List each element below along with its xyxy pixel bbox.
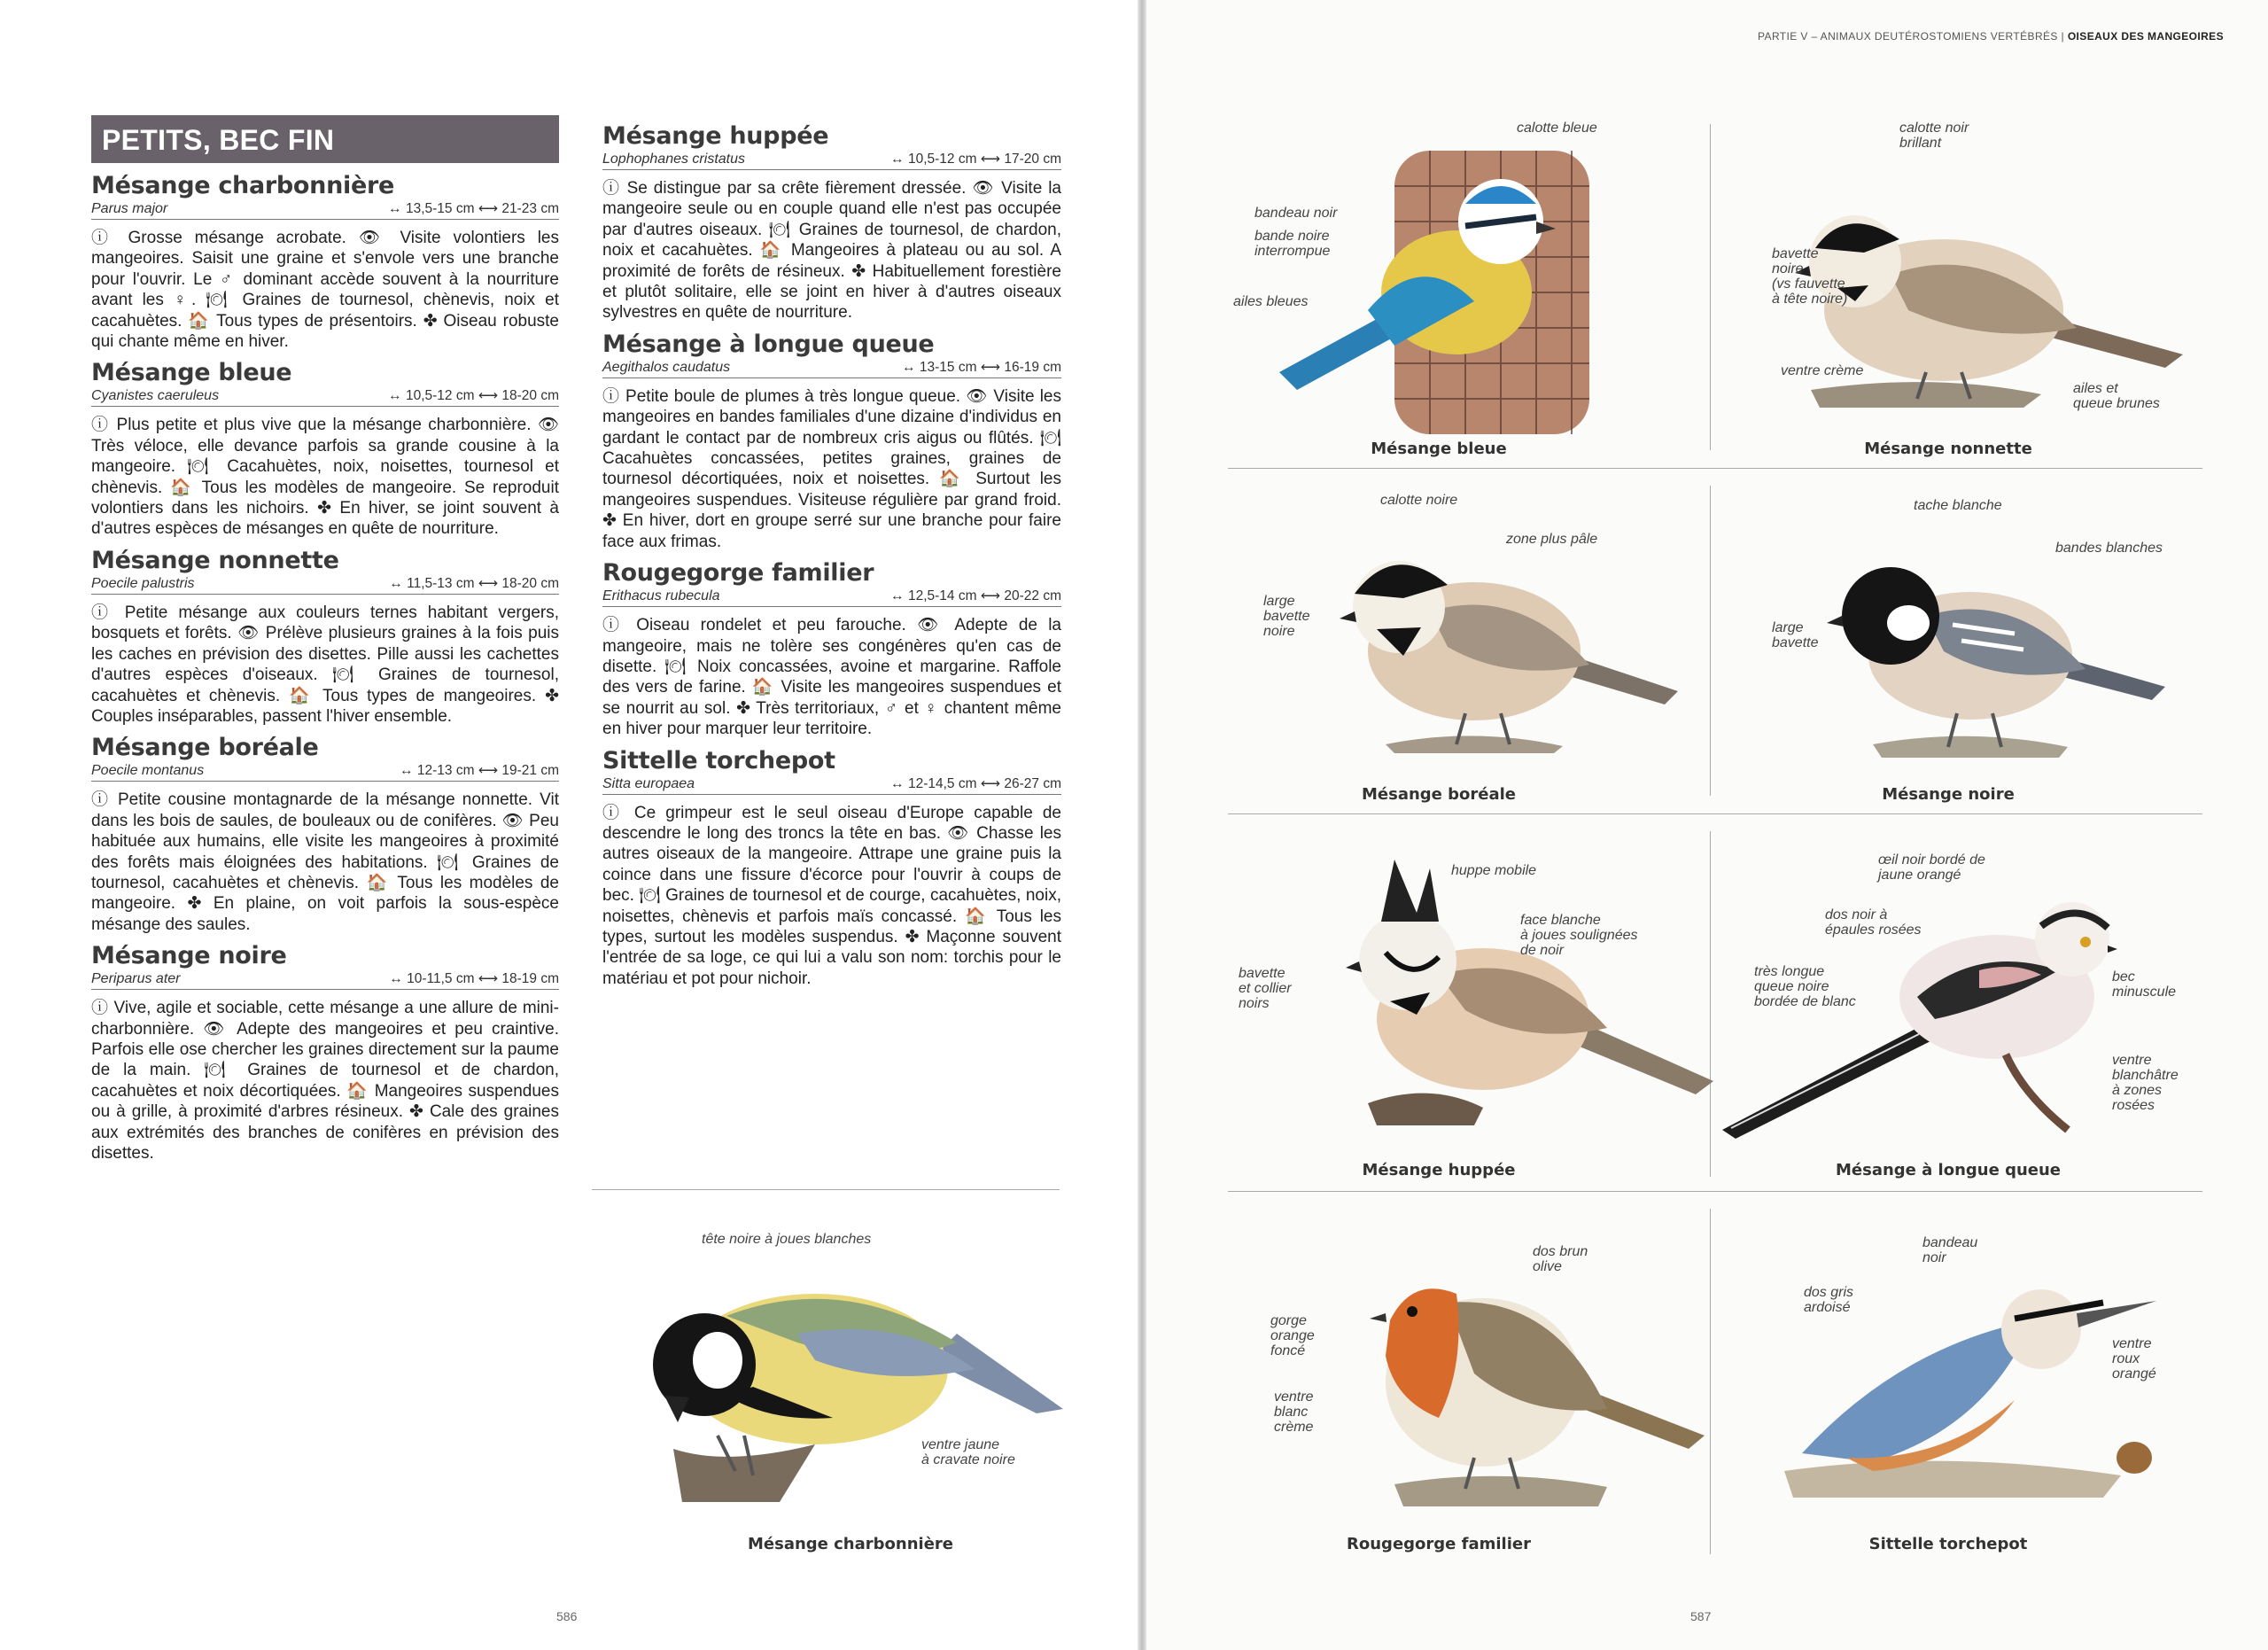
species-name: Mésange charbonnière xyxy=(91,172,395,199)
label-bande-noire: bande noire interrompue xyxy=(1254,229,1331,259)
label-bec-minuscule: bec minuscule xyxy=(2112,969,2177,1000)
latin-name: Poecile palustris xyxy=(91,575,195,591)
wingspan: 18-19 cm xyxy=(501,971,559,987)
species-description: ⓘ Oiseau rondelet et peu farouche. 👁 Adepte de la mangeoire, mais ne tolère ses congénères qu'en cas de disette. 🍽 Noix concassées, avoine et margarine. Raffole des vers de farine. 🏠 Visite les mangeoires suspendues et se nourrit au sol. ✤ Très territoriaux, ♂ et ♀ chantent même en hiver pour marquer leur territoire. xyxy=(602,616,1061,739)
page-number-left: 586 xyxy=(556,1609,578,1623)
divider xyxy=(1710,486,1711,796)
wingspan-icon: ⟷ xyxy=(980,152,1001,167)
species-description: ⓘ Grosse mésange acrobate. 👁 Visite volontiers les mangeoires. Saisit une graine et s'envole vers une branche pour l'ouvrir. Le ♂ dominant accède souvent à la nourriture avant les ♀. 🍽 Graines de tournesol, chènevis, noix et cacahuètes. 🏠 Tous types de présentoirs. ✤ Oiseau robuste qui chante même en hiver. xyxy=(91,229,559,352)
wingspan-icon: ⟷ xyxy=(478,971,499,987)
illustration-rougegorge xyxy=(1341,1241,1713,1506)
illustration-mesange-huppee xyxy=(1332,860,1722,1125)
latin-name: Cyanistes caeruleus xyxy=(91,388,220,404)
label-huppe-mobile: huppe mobile xyxy=(1451,863,1537,878)
running-header: PARTIE V – ANIMAUX DEUTÉROSTOMIENS VERTÉBRÉS | OISEAUX DES MANGEOIRES xyxy=(1758,30,2224,43)
label-bandeau-noir: bandeau noir xyxy=(1254,206,1338,221)
species-description: ⓘ Petite cousine montagnarde de la mésange nonnette. Vit dans les bois de saules, de bouleaux ou de conifères. 👁 Peu habituée aux humains, elle visite les mangeoires à proximité des forêts mais éloignées des habitations. 🍽 Graines de tournesol, cacahuètes et chènevis. 🏠 Tous les modèles de mangeoire. ✤ En plaine, on voit parfois la sous-espèce mésange des saules. xyxy=(91,790,559,934)
species-entry xyxy=(91,942,559,1164)
species-description: ⓘ Ce grimpeur est le seul oiseau d'Europe capable de descendre le long des troncs la tête en bas. 👁 Chasse les autres oiseaux de la mangeoire. Attrape une graine puis la coince dans une fissure d'écorce pour l'ouvrir à coups de bec. 🍽 Graines de tournesol et de courge, cacahuètes, noix, noisettes, chènevis et parfois maïs concassé. 🏠 Tous les types, surtout les modèles suspendus. ✤ Maçonne souvent l'entrée de sa loge, ce qui lui a valu son nom: torchis pour le matériau et pot pour nichoir. xyxy=(602,803,1061,988)
caption-noire: Mésange noire xyxy=(1882,785,2015,804)
species-name: Mésange nonnette xyxy=(91,546,339,574)
species-entry xyxy=(602,331,1061,552)
caption-boreale: Mésange boréale xyxy=(1361,785,1516,804)
column-2 xyxy=(602,122,1061,996)
label-ventre-roux: ventre roux orangé xyxy=(2112,1336,2156,1381)
label-tete-noire: tête noire à joues blanches xyxy=(702,1232,872,1247)
caption-charbonniere: Mésange charbonnière xyxy=(747,1535,953,1553)
section-banner: PETITS, BEC FIN xyxy=(91,115,559,163)
body-length: ↔ 11,5-13 cm xyxy=(389,575,475,591)
species-name: Mésange boréale xyxy=(91,734,319,762)
column-1 xyxy=(91,115,559,1171)
illustration-mesange-noire xyxy=(1802,536,2174,758)
wingspan-icon: ⟷ xyxy=(478,763,499,779)
label-dos-noir: dos noir à épaules rosées xyxy=(1825,907,1922,938)
label-dos-gris: dos gris ardoisé xyxy=(1804,1285,1854,1315)
wingspan: 20-22 cm xyxy=(1004,588,1061,604)
species-name: Rougegorge familier xyxy=(602,559,874,588)
label-bavette-collier: bavette et collier noirs xyxy=(1239,966,1292,1011)
species-description: ⓘ Petite boule de plumes à très longue queue. 👁 Visite les mangeoires en bandes familiales d'une dizaine d'individus en gardant le contact par de nombreux cris aigus ou flûtés. 🍽 Cacahuètes concassées, petites graines, graines de tournesol décortiquées, noix et noisettes. 🏠 Surtout les mangeoires suspendues. Visiteuse régulière par grand froid. ✤ En hiver, dort en groupe serré sur une branche pour faire face aux frimas. xyxy=(602,386,1061,551)
label-ventre-creme: ventre crème xyxy=(1781,363,1864,378)
wingspan: 18-20 cm xyxy=(501,388,559,404)
wingspan-icon: ⟷ xyxy=(478,575,499,591)
label-ailes-bleues: ailes bleues xyxy=(1233,294,1309,309)
body-length: ↔ 10,5-12 cm xyxy=(388,388,475,404)
label-calotte-bleue: calotte bleue xyxy=(1517,121,1597,136)
wingspan: 18-20 cm xyxy=(501,575,559,591)
latin-name: Aegithalos caudatus xyxy=(602,359,731,375)
label-face-blanche: face blanche à joues soulignées de noir xyxy=(1520,913,1638,958)
book-gutter xyxy=(1138,0,1146,1650)
label-calotte-noir: calotte noir brillant xyxy=(1899,121,1969,151)
latin-name: Lophophanes cristatus xyxy=(602,152,745,167)
wingspan: 19-21 cm xyxy=(501,763,559,779)
species-description: ⓘ Plus petite et plus vive que la mésange charbonnière. 👁 Très véloce, elle devance parfois sa grande cousine à la mangeoire. 🍽 Cacahuètes, noix, noisettes, tournesol et chènevis. 🏠 Tous les modèles de mangeoire. Se reproduit volontiers dans les nichoirs. ✤ En hiver, se joint souvent à d'autres espèces de mésanges en quête de nourriture. xyxy=(91,416,559,539)
label-ventre-blanc: ventre blanc crème xyxy=(1274,1389,1314,1435)
species-entry xyxy=(91,359,559,539)
body-length: ↔ 12-13 cm xyxy=(400,763,475,779)
wingspan-icon: ⟷ xyxy=(980,775,1001,791)
divider xyxy=(1228,468,2202,469)
body-length: ↔ 12-14,5 cm xyxy=(890,775,977,791)
species-entry xyxy=(91,547,559,727)
species-name: Sittelle torchepot xyxy=(602,746,835,774)
species-description: ⓘ Vive, agile et sociable, cette mésange a une allure de mini-charbonnière. 👁 Adepte des mangeoires et peu craintive. Parfois elle ose chercher les graines directement sur la paume de la main. 🍽 Graines de tournesol et de chardon, cacahuètes et noix décortiquées. 🏠 Mangeoires suspendues ou à grille, à proximité d'arbres résineux. ✤ Cale des graines aux extrémités des branches de conifères en prévision des disettes. xyxy=(91,999,559,1163)
caption-sittelle: Sittelle torchepot xyxy=(1868,1535,2028,1553)
body-length: ↔ 13-15 cm xyxy=(902,359,977,375)
species-entry xyxy=(602,559,1061,739)
divider xyxy=(1228,813,2202,814)
label-ventre-blanchatre: ventre blanchâtre à zones rosées xyxy=(2112,1053,2179,1113)
label-calotte-noire: calotte noire xyxy=(1380,493,1458,508)
latin-name: Poecile montanus xyxy=(91,763,205,779)
species-description: ⓘ Se distingue par sa crête fièrement dressée. 👁 Visite la mangeoire seule ou en couple quand elle n'est pas occupée par d'autres oiseaux. 🍽 Graines de tournesol, de chardon, noix et cacahuètes. 🏠 Mangeoires à plateau ou au sol. A proximité de forêts de résineux. ✤ Habituellement forestière et plutôt solitaire, elle se joint en hiver à d'autres oiseaux sylvestres en quête de nourriture. xyxy=(602,179,1061,323)
divider xyxy=(1710,124,1711,450)
caption-rougegorge: Rougegorge familier xyxy=(1347,1535,1531,1553)
caption-huppee: Mésange huppée xyxy=(1362,1161,1516,1179)
species-entry xyxy=(91,734,559,935)
right-page xyxy=(1146,0,2268,1650)
body-length: ↔ 10,5-12 cm xyxy=(890,152,977,167)
label-ailes-queue: ailes et queue brunes xyxy=(2073,381,2160,411)
species-entry xyxy=(602,122,1061,323)
wingspan: 16-19 cm xyxy=(1004,359,1061,375)
label-ventre-jaune: ventre jaune à cravate noire xyxy=(921,1437,1015,1467)
illustration-mesange-bleue xyxy=(1244,133,1669,434)
wingspan: 21-23 cm xyxy=(501,201,559,216)
label-bandes-blanches: bandes blanches xyxy=(2055,541,2163,556)
species-name: Mésange à longue queue xyxy=(602,330,935,358)
label-gorge-orange: gorge orange foncé xyxy=(1270,1313,1315,1358)
wingspan-icon: ⟷ xyxy=(478,388,499,404)
label-bavette-noire: bavette noire (vs fauvette à tête noire) xyxy=(1772,246,1848,307)
caption-bleue: Mésange bleue xyxy=(1371,440,1507,458)
body-length: ↔ 10-11,5 cm xyxy=(389,971,475,987)
latin-name: Erithacus rubecula xyxy=(602,588,720,604)
wingspan-icon: ⟷ xyxy=(478,201,499,216)
label-longue-queue: très longue queue noire bordée de blanc xyxy=(1754,964,1856,1009)
body-length: ↔ 13,5-15 cm xyxy=(388,201,475,216)
wingspan: 26-27 cm xyxy=(1004,775,1061,791)
page-number-right: 587 xyxy=(1690,1609,1712,1623)
caption-longue: Mésange à longue queue xyxy=(1835,1161,2062,1179)
caption-nonnette: Mésange nonnette xyxy=(1864,440,2032,458)
illustration-mesange-boreale xyxy=(1315,523,1687,753)
latin-name: Periparus ater xyxy=(91,971,181,987)
latin-name: Parus major xyxy=(91,201,168,216)
label-large-bavette: large bavette xyxy=(1772,620,1819,650)
species-name: Mésange noire xyxy=(91,942,287,970)
species-name: Mésange bleue xyxy=(91,359,292,387)
species-name: Mésange huppée xyxy=(602,122,829,150)
wingspan: 17-20 cm xyxy=(1004,152,1061,167)
label-oeil-noir: œil noir bordé de jaune orangé xyxy=(1878,852,1985,883)
wingspan-icon: ⟷ xyxy=(980,359,1001,375)
label-bandeau-noir-sittelle: bandeau noir xyxy=(1922,1235,1978,1265)
species-description: ⓘ Petite mésange aux couleurs ternes habitant vergers, bosquets et forêts. 👁 Prélève plusieurs graines à la fois puis les caches en prévision des disettes. Pille aussi les cachettes d'autres espèces d'oiseaux. 🍽 Graines de tournesol, cacahuètes et chènevis. 🏠 Tous types de mangeoires. ✤ Couples inséparables, passent l'hiver ensemble. xyxy=(91,603,559,726)
divider xyxy=(592,1189,1060,1190)
divider xyxy=(1228,1191,2202,1192)
label-zone-pale: zone plus pâle xyxy=(1506,532,1598,547)
body-length: ↔ 12,5-14 cm xyxy=(890,588,977,604)
label-dos-brun: dos brun olive xyxy=(1533,1244,1588,1274)
label-large-bavette-noire: large bavette noire xyxy=(1263,594,1310,639)
wingspan-icon: ⟷ xyxy=(980,588,1001,604)
species-entry xyxy=(91,172,559,352)
latin-name: Sitta europaea xyxy=(602,775,695,791)
species-entry xyxy=(602,747,1061,990)
label-tache-blanche: tache blanche xyxy=(1914,498,2002,513)
